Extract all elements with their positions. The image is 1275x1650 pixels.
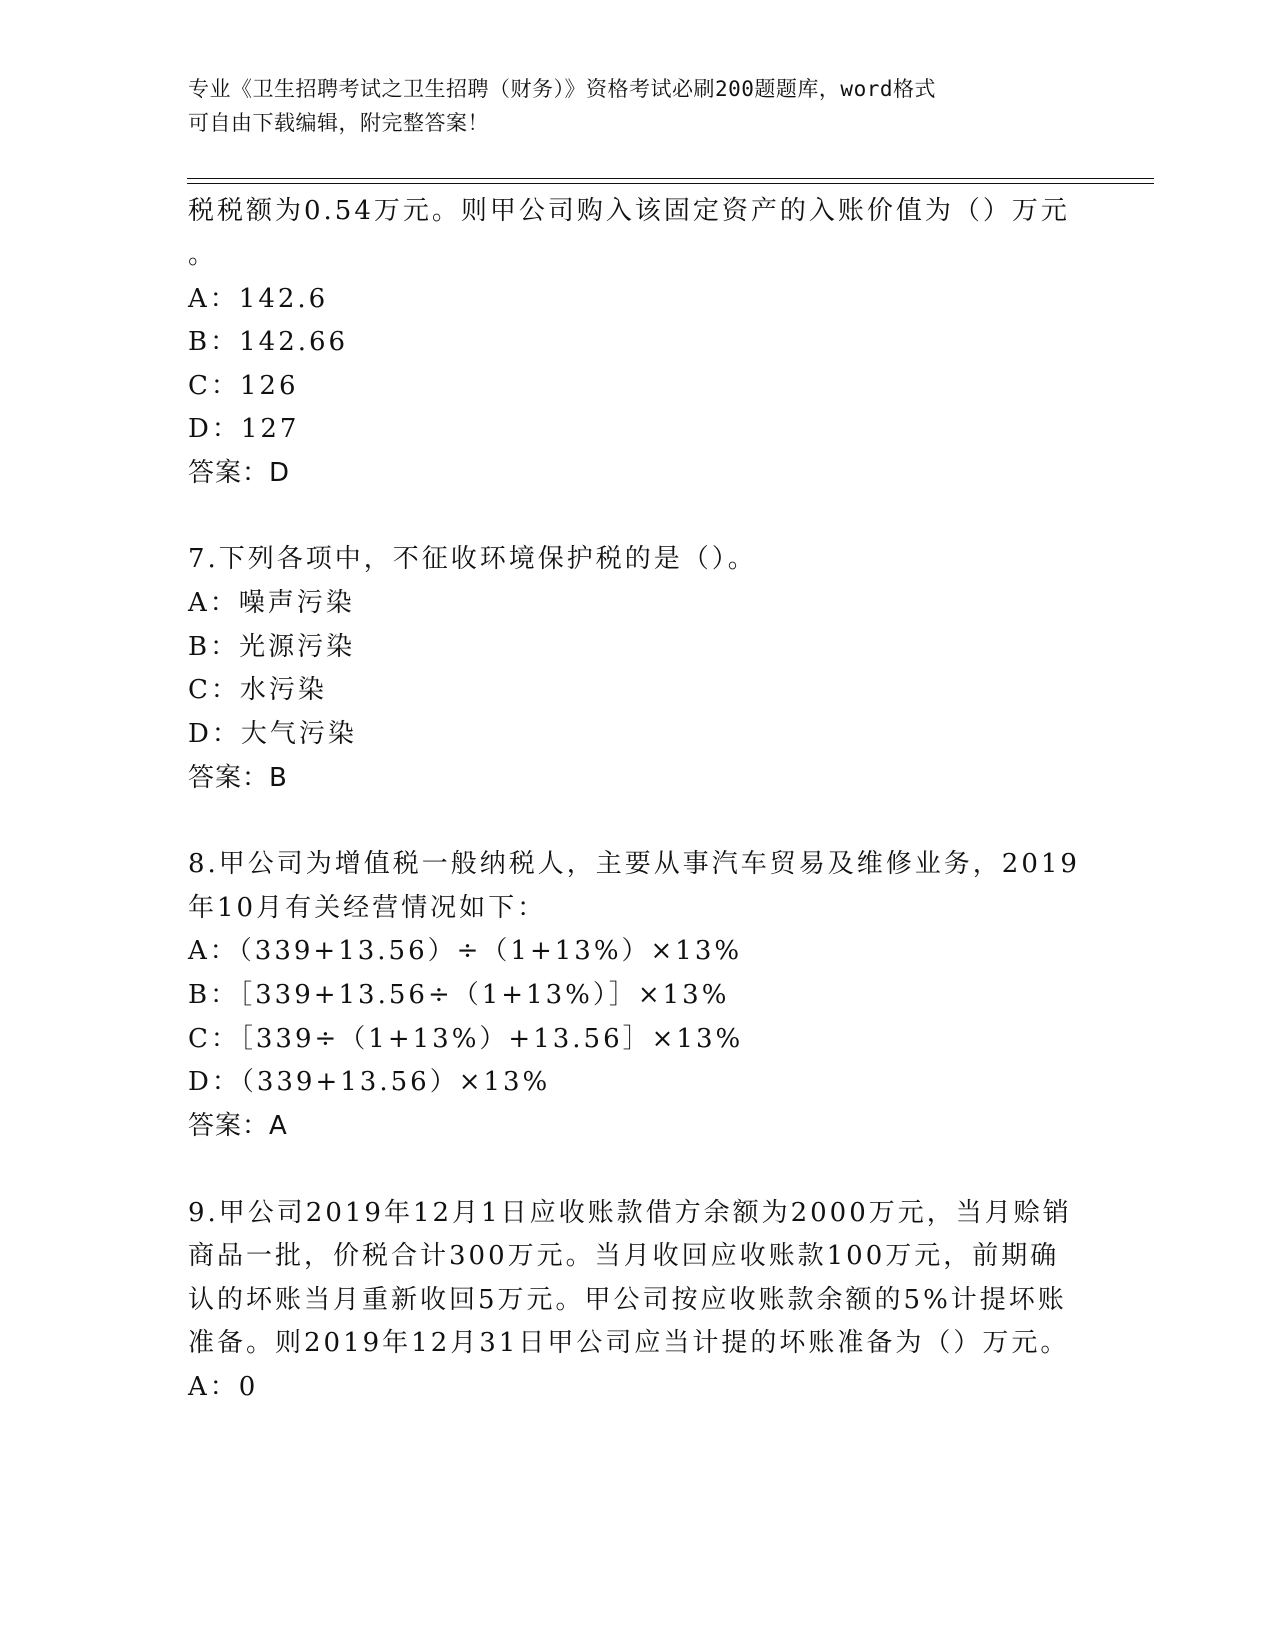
q9-stem-line-3: 认的坏账当月重新收回5万元。甲公司按应收账款余额的5%计提坏账 bbox=[188, 1285, 1067, 1315]
q6-option-d: D：127 bbox=[188, 414, 300, 444]
header-divider-bottom bbox=[187, 183, 1154, 184]
q7-option-d: D：大气污染 bbox=[188, 719, 357, 749]
q9-stem-line-4: 准备。则2019年12月31日甲公司应当计提的坏账准备为（）万元。 bbox=[188, 1328, 1070, 1358]
q9-stem-line-2: 商品一批，价税合计300万元。当月收回应收账款100万元，前期确 bbox=[188, 1241, 1060, 1271]
q9-option-a: A：0 bbox=[188, 1372, 259, 1402]
q8-stem-line-2: 年10月有关经营情况如下： bbox=[188, 893, 547, 923]
q9-stem-line-1: 9.甲公司2019年12月1日应收账款借方余额为2000万元，当月赊销 bbox=[188, 1198, 1072, 1228]
header-line-1: 专业《卫生招聘考试之卫生招聘（财务）》资格考试必刷200题题库，word格式 bbox=[188, 77, 936, 101]
q7-option-c: C：水污染 bbox=[188, 675, 327, 705]
q7-answer: 答案：B bbox=[188, 763, 288, 793]
q8-stem-line-1: 8.甲公司为增值税一般纳税人，主要从事汽车贸易及维修业务，2019 bbox=[188, 849, 1080, 879]
q6-stem-line-2: 。 bbox=[188, 240, 218, 270]
q8-option-c: C：［339÷（1+13%）+13.56］×13% bbox=[188, 1024, 744, 1054]
q7-option-b: B：光源污染 bbox=[188, 632, 356, 662]
header-line-2: 可自由下载编辑，附完整答案！ bbox=[188, 111, 489, 135]
header-divider-top bbox=[187, 178, 1154, 179]
q6-answer: 答案：D bbox=[188, 458, 291, 488]
q8-option-a: A：（339+13.56）÷（1+13%）×13% bbox=[188, 936, 743, 966]
q8-option-d: D：（339+13.56）×13% bbox=[188, 1067, 551, 1097]
page-header bbox=[188, 72, 1088, 140]
q7-option-a: A：噪声污染 bbox=[188, 588, 355, 618]
q6-option-a: A：142.6 bbox=[188, 284, 329, 314]
q8-answer: 答案：A bbox=[188, 1111, 288, 1141]
q7-stem: 7.下列各项中，不征收环境保护税的是（）。 bbox=[188, 544, 757, 574]
q8-option-b: B：［339+13.56÷（1+13%）］×13% bbox=[188, 980, 730, 1010]
q6-stem-line-1: 税税额为0.54万元。则甲公司购入该固定资产的入账价值为（）万元 bbox=[188, 196, 1070, 226]
q6-option-b: B：142.66 bbox=[188, 327, 349, 357]
q6-option-c: C：126 bbox=[188, 371, 299, 401]
